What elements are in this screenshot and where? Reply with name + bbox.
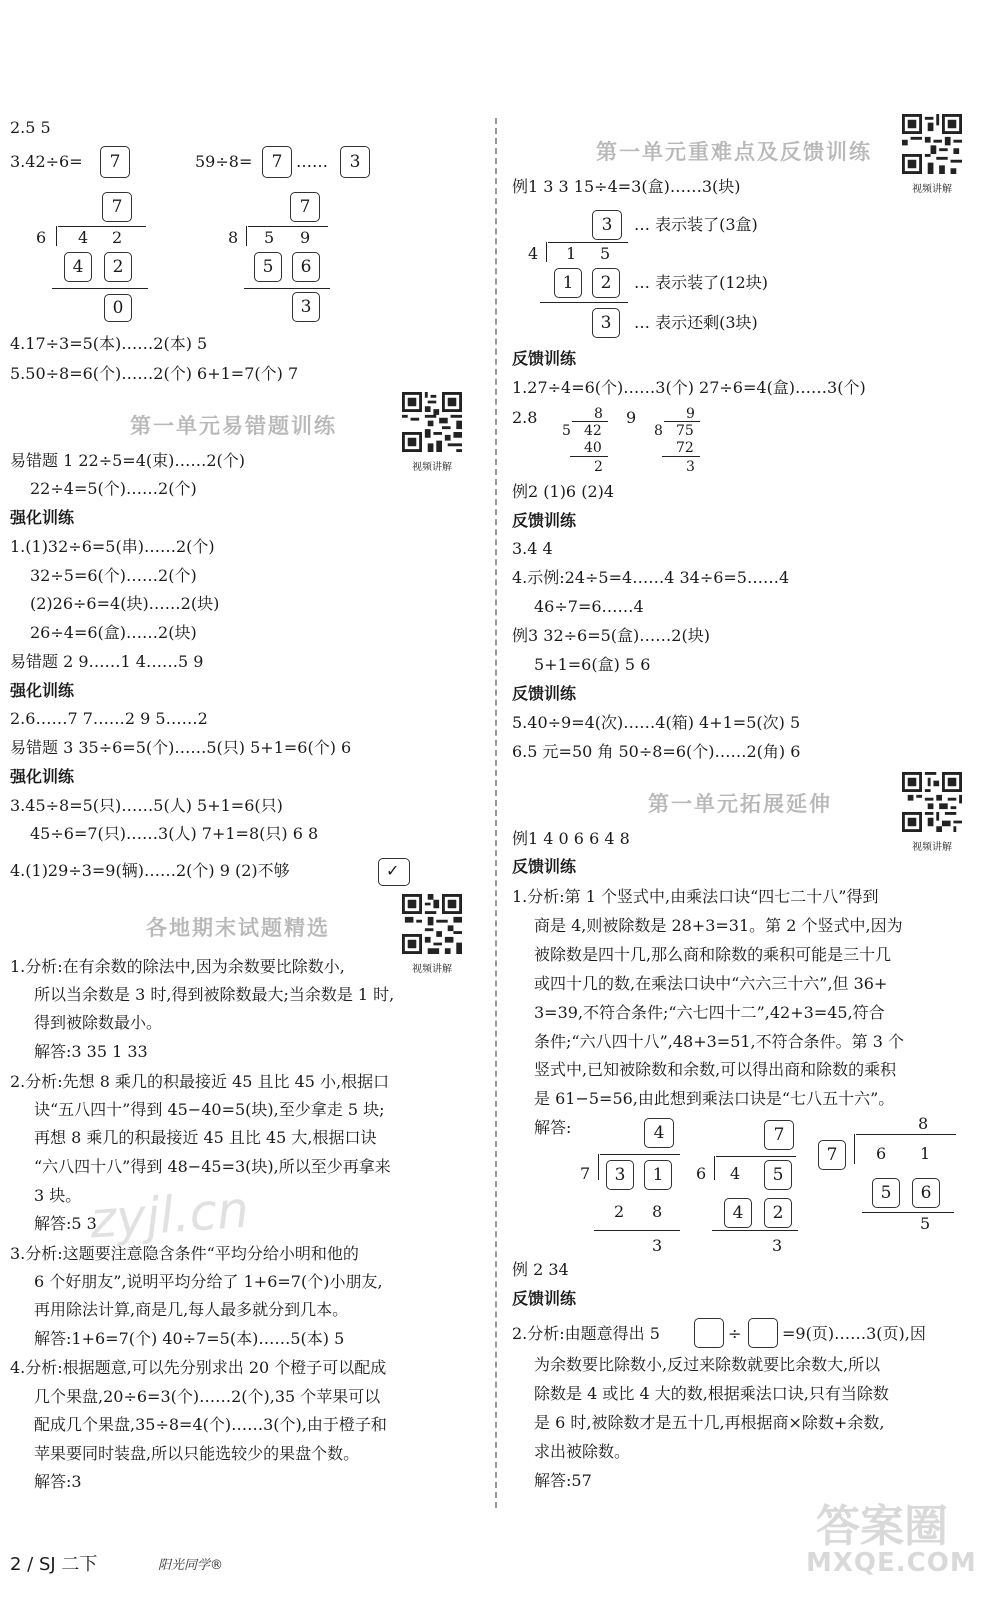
- section-heading: 第一单元重难点及反馈训练: [596, 140, 872, 164]
- answer-5: 5.50÷8=6(个)……2(个) 6+1=7(个) 7: [10, 364, 299, 383]
- subtraction-line: [244, 288, 330, 289]
- text-line: 1.分析:在有余数的除法中,因为余数要比除数小,: [10, 957, 345, 976]
- product-box: 2: [764, 1198, 792, 1228]
- qr-code-icon: [902, 772, 962, 832]
- divisor: 8: [654, 423, 663, 439]
- product-box: 4: [64, 252, 92, 282]
- text-line: 反馈训练: [512, 1289, 577, 1308]
- quotient-box: 7: [764, 1120, 794, 1150]
- section-heading: 第一单元拓展延伸: [648, 792, 832, 816]
- watermark: zyjl.cn: [88, 1180, 251, 1250]
- text-line: 为余数要比除数小,反过来除数就要比余数大,所以: [534, 1355, 881, 1374]
- text-line: 易错题 2 9……1 4……5 9: [10, 652, 204, 671]
- subtraction-line: [52, 288, 148, 289]
- example-1: 例1 3 3 15÷4=3(盒)……3(块): [512, 177, 741, 196]
- divide-sign: ÷: [728, 1324, 742, 1343]
- division-bracket: [246, 226, 247, 246]
- remainder: 2: [594, 459, 603, 475]
- checkmark-box: [378, 858, 410, 886]
- quotient-box: 7: [102, 192, 132, 222]
- remainder-box: 3: [292, 292, 320, 322]
- product-digit: 8: [652, 1202, 663, 1221]
- text-line: 强化训练: [10, 681, 75, 700]
- blank-box: [748, 1318, 778, 1348]
- divisor: 7: [580, 1164, 591, 1183]
- product: 40: [584, 440, 602, 456]
- text-line: 5.40÷9=4(次)……4(箱) 4+1=5(次) 5: [512, 713, 801, 732]
- product-box: 5: [872, 1178, 900, 1208]
- product-box: 5: [254, 252, 282, 282]
- text-line: 3=39,不符合条件;“六七四十二”,42+3=45,符合: [534, 1003, 885, 1022]
- dividend: 42: [584, 423, 602, 439]
- text-line: 反馈训练: [512, 684, 577, 703]
- text-line: 再想 8 乘几的积最接近 45 且比 45 大,根据口诀: [34, 1128, 377, 1147]
- answer-label: 2.8: [512, 408, 538, 427]
- quotient: 9: [686, 406, 695, 422]
- qr-code[interactable]: [902, 772, 962, 853]
- dividend-digit: 5: [264, 228, 275, 247]
- text-line: 3.45÷8=5(只)……5(人) 5+1=6(只): [10, 796, 283, 815]
- qr-code-icon: [402, 392, 462, 452]
- brand-logo: 阳光同学®: [158, 1558, 224, 1573]
- checkmark-icon: ✓: [386, 861, 400, 880]
- text-line: 1.(1)32÷6=5(串)……2(个): [10, 537, 215, 556]
- blank-box: [694, 1318, 724, 1348]
- dividend-digit: 4: [78, 228, 89, 247]
- division-bracket: [56, 226, 57, 246]
- text-line: 解答:3 35 1 33: [34, 1042, 148, 1061]
- text-line: =9(页)……3(页),因: [782, 1324, 926, 1343]
- text-line: 易错题 3 35÷6=5(个)……5(只) 5+1=6(个) 6: [10, 738, 352, 757]
- answer-value: 9: [626, 408, 637, 427]
- section-heading: 第一单元易错题训练: [130, 414, 337, 438]
- answer-box: 3: [340, 146, 370, 178]
- text-line: 解答:57: [534, 1471, 592, 1490]
- remainder-digit: 3: [772, 1236, 783, 1255]
- text-line: 配成几个果盘,35÷8=4(个)……3(个),由于橙子和: [34, 1415, 387, 1434]
- remainder-digit: 5: [920, 1214, 931, 1233]
- column-divider: [495, 118, 497, 1508]
- text-line: 4.示例:24÷5=4……4 34÷6=5……4: [512, 568, 790, 587]
- answer-3b: 59÷8=: [195, 152, 253, 171]
- dividend-digit: 1: [920, 1144, 931, 1163]
- text-line: 解答:1+6=7(个) 40÷7=5(本)……5(本) 5: [34, 1329, 345, 1348]
- text-line: 1.27÷4=6(个)……3(个) 27÷6=4(盒)……3(个): [512, 378, 866, 397]
- text-line: 竖式中,已知被除数和余数,可以得出商和除数的乘积: [534, 1060, 897, 1079]
- text-line: 是 6 时,被除数才是五十几,再根据商×除数+余数,: [534, 1413, 885, 1432]
- division-bracket: [598, 1154, 599, 1180]
- product-box: 4: [724, 1198, 752, 1228]
- qr-code-icon: [902, 114, 962, 174]
- divisor: 8: [228, 228, 239, 247]
- text-line: 反馈训练: [512, 511, 577, 530]
- product-digit: 2: [614, 1202, 625, 1221]
- dividend-digit: 1: [566, 244, 577, 263]
- product-box: 6: [292, 252, 320, 282]
- text-line: 商是 4,则被除数是 28+3=31。第 2 个竖式中,因为: [534, 916, 903, 935]
- text-line: 反馈训练: [512, 349, 577, 368]
- dividend: 75: [676, 423, 694, 439]
- division-bar: [58, 226, 146, 227]
- text-line: 求出被除数。: [534, 1442, 631, 1461]
- text-line: 得到被除数最小。: [34, 1013, 163, 1032]
- dividend-digit: 2: [112, 228, 123, 247]
- ellipsis: ……: [296, 152, 328, 171]
- qr-caption: 视频讲解: [412, 462, 452, 473]
- text-line: 2.分析:由题意得出 5: [512, 1324, 660, 1343]
- product: 72: [676, 440, 694, 456]
- text-line: 5+1=6(盒) 5 6: [534, 655, 651, 674]
- division-bracket: [546, 242, 547, 262]
- division-bar: [600, 1154, 680, 1155]
- text-line: 4.(1)29÷3=9(辆)……2(个) 9 (2)不够: [10, 861, 290, 880]
- qr-caption: 视频讲解: [912, 184, 952, 195]
- text-line: (2)26÷6=4(块)……2(块): [30, 594, 220, 613]
- text-line: 是 61−5=56,由此想到乘法口诀是“七八五十六”。: [534, 1089, 895, 1108]
- text-line: 22÷4=5(个)……2(个): [30, 479, 197, 498]
- qr-code-icon: [402, 894, 462, 954]
- dividend-digit: 9: [300, 228, 311, 247]
- text-line: 3 块。: [34, 1186, 82, 1205]
- text-line: 例 2 34: [512, 1260, 569, 1279]
- division-bar: [548, 242, 628, 243]
- dividend-digit: 6: [876, 1144, 887, 1163]
- text-line: 反馈训练: [512, 857, 577, 876]
- dividend-digit: 5: [600, 244, 611, 263]
- division-bracket: [714, 1156, 715, 1180]
- answer-3a: 3.42÷6=: [10, 152, 83, 171]
- answer-4: 4.17÷3=5(本)……2(本) 5: [10, 334, 208, 353]
- divisor: 4: [528, 244, 539, 263]
- text-line: 45÷6=7(只)……3(人) 7+1=8(只) 6 8: [30, 824, 319, 843]
- remainder-box: 3: [592, 308, 620, 338]
- product-box: 2: [104, 252, 132, 282]
- quotient-box: 4: [644, 1118, 674, 1148]
- text-line: 32÷5=6(个)……2(个): [30, 566, 197, 585]
- remainder-box: 0: [104, 294, 132, 322]
- subtraction-line: [540, 302, 628, 303]
- text-line: 4.分析:根据题意,可以先分别求出 20 个橙子可以配成: [10, 1358, 387, 1377]
- product-box: 6: [912, 1178, 940, 1208]
- qr-caption: 视频讲解: [912, 842, 952, 853]
- quotient-box: 3: [592, 210, 622, 240]
- text-line: 2.6……7 7……2 9 5……2: [10, 709, 208, 728]
- watermark-url: MXQE.COM: [806, 1548, 977, 1578]
- qr-code[interactable]: [402, 894, 462, 975]
- dividend-box: 3: [606, 1160, 634, 1190]
- quotient-box: 7: [290, 192, 320, 222]
- remainder: 3: [686, 459, 695, 475]
- annotation: … 表示装了(12块): [634, 273, 768, 292]
- section-heading: 各地期末试题精选: [146, 916, 330, 940]
- subtraction-line: [862, 1212, 954, 1213]
- text-line: 26÷4=6(盒)……2(块): [30, 623, 197, 642]
- text-line: 几个果盘,20÷6=3(个)……2(个),35 个苹果可以: [34, 1387, 381, 1406]
- quotient: 8: [594, 406, 603, 422]
- watermark-logo: 答案圈: [816, 1501, 948, 1552]
- division-bracket: [854, 1134, 855, 1164]
- text-line: 3.分析:这题要注意隐含条件“平均分给小明和他的: [10, 1244, 359, 1263]
- qr-caption: 视频讲解: [412, 964, 452, 975]
- divisor: 6: [696, 1164, 707, 1183]
- page-footer: 2 / SJ 二下: [10, 1554, 98, 1575]
- annotation: … 表示还剩(3块): [634, 313, 758, 332]
- qr-code[interactable]: [902, 114, 962, 195]
- division-bar: [248, 226, 328, 227]
- text-line: 再用除法计算,商是几,每人最多就分到几本。: [34, 1300, 349, 1319]
- product-box: 2: [592, 268, 620, 298]
- text-line: 解答:: [534, 1118, 572, 1137]
- divisor: 6: [36, 228, 47, 247]
- text-line: 1.分析:第 1 个竖式中,由乘法口诀“四七二十八”得到: [512, 887, 879, 906]
- text-line: 苹果要同时装盘,所以只能选较少的果盘个数。: [34, 1444, 360, 1463]
- text-line: 或四十几的数,在乘法口诀中“六六三十六”,但 36+: [534, 974, 888, 993]
- text-line: 例2 (1)6 (2)4: [512, 482, 615, 501]
- dividend-box: 5: [764, 1160, 792, 1190]
- text-line: 例3 32÷6=5(盒)……2(块): [512, 626, 710, 645]
- divisor: 5: [562, 423, 571, 439]
- qr-code[interactable]: [402, 392, 462, 473]
- text-line: 条件;“六八四十八”,48+3=51,不符合条件。第 3 个: [534, 1032, 904, 1051]
- text-line: 3.4 4: [512, 539, 553, 558]
- text-line: 例1 4 0 6 6 4 8: [512, 829, 630, 848]
- divisor-box: 7: [818, 1140, 846, 1170]
- remainder-digit: 3: [652, 1236, 663, 1255]
- text-line: 强化训练: [10, 508, 75, 527]
- text-line: 46÷7=6……4: [534, 597, 644, 616]
- subtraction-line: [594, 1230, 680, 1231]
- text-line: 易错题 1 22÷5=4(束)……2(个): [10, 451, 246, 470]
- text-line: 被除数是四十几,那么商和除数的乘积可能是三十几: [534, 945, 892, 964]
- subtraction-line: [712, 1230, 798, 1231]
- text-line: 除数是 4 或比 4 大的数,根据乘法口诀,只有当除数: [534, 1384, 889, 1403]
- text-line: 6.5 元=50 角 50÷8=6(个)……2(角) 6: [512, 742, 801, 761]
- answer-box: 7: [100, 146, 130, 178]
- text-line: 所以当余数是 3 时,得到被除数最大;当余数是 1 时,: [34, 985, 395, 1004]
- dividend-digit: 4: [730, 1164, 741, 1183]
- text-line: 解答:3: [34, 1472, 82, 1491]
- text-line: 强化训练: [10, 767, 75, 786]
- answer-box: 7: [262, 146, 292, 178]
- annotation: … 表示装了(3盒): [634, 215, 758, 234]
- dividend-box: 1: [644, 1160, 672, 1190]
- text-line: 诀“五八四十”得到 45−40=5(块),至少拿走 5 块;: [34, 1100, 385, 1119]
- text-line: 解答:5 3: [34, 1214, 97, 1233]
- quotient-digit: 8: [918, 1114, 929, 1133]
- text-line: 2.分析:先想 8 乘几的积最接近 45 且比 45 小,根据口: [10, 1072, 390, 1091]
- division-bar: [856, 1134, 956, 1135]
- text-line: “六八四十八”得到 48−45=3(块),所以至少再拿来: [34, 1157, 391, 1176]
- product-box: 1: [554, 268, 582, 298]
- division-bar: [716, 1156, 796, 1157]
- text-line: 6 个好朋友”,说明平均分给了 1+6=7(个)小朋友,: [34, 1272, 383, 1291]
- answer-2: 2.5 5: [10, 118, 51, 137]
